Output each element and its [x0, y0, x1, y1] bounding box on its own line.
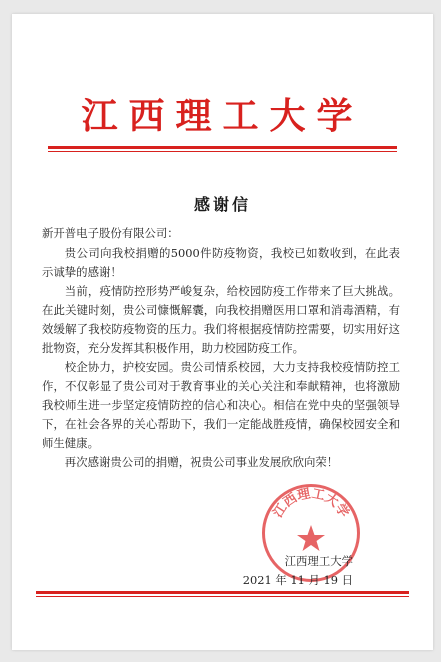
signature-date: 2021 年 11 月 19 日	[242, 573, 353, 587]
letter-page	[12, 14, 433, 650]
letter-title: 感谢信	[193, 195, 251, 214]
letterhead-institution-name: 江西理工大学	[81, 95, 364, 137]
footer-rule-thin	[36, 596, 409, 597]
letter-body	[42, 224, 400, 472]
letter-paragraph-2: 当前，疫情防控形势严峻复杂，给校园防疫工作带来了巨大挑战。在此关键时刻，贵公司慷慨解囊，向我校捐赠医用口罩和消毒酒精，有效缓解了我校防疫物资的压力。我们将根据疫情防控需要，切实用好这批物资，充分发挥其积极作用，助力校园防疫工作。	[42, 284, 400, 355]
letter-paragraph-3: 校企协力，护校安园。贵公司情系校园，大力支持我校疫情防控工作，不仅彰显了贵公司对于教育事业的关心关注和奉献精神，也将激励我校师生进一步坚定疫情防控的信心和决心。相信在党中央的坚强领导下，在社会各界的关心帮助下，我们一定能战胜疫情，确保校园安全和师生健康。	[42, 360, 400, 450]
footer-rule-thick	[36, 591, 409, 594]
signature-block	[243, 552, 353, 590]
letterhead-rule-thick	[48, 146, 397, 149]
seal-star-icon	[297, 525, 325, 551]
letterhead-rule-thin	[48, 151, 397, 152]
letter-paragraph-4: 再次感谢贵公司的捐赠，祝贵公司事业发展欣欣向荣！	[64, 455, 339, 469]
svg-text:江西理工大学	[270, 487, 352, 521]
letter-salutation: 新开普电子股份有限公司：	[42, 226, 179, 240]
signature-name: 江西理工大学	[284, 554, 353, 568]
letter-paragraph-1: 贵公司向我校捐赠的5000件防疫物资，我校已如数收到，在此表示诚挚的感谢！	[42, 246, 400, 279]
seal-text: 江西理工大学	[270, 487, 352, 521]
